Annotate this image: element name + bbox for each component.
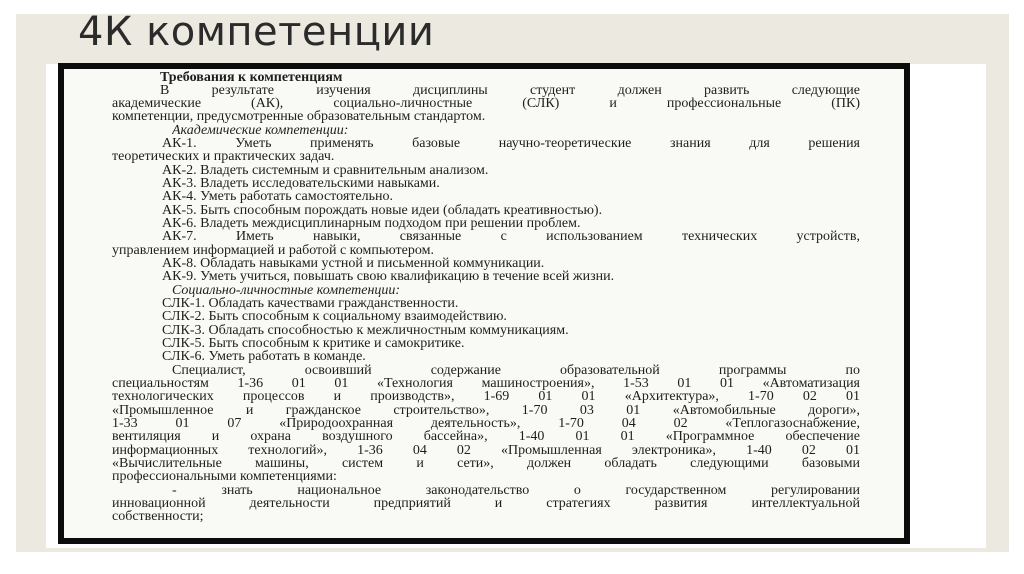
doc-line: теоретических и практических задач. <box>112 150 335 164</box>
doc-line: АК-3. Владеть исследовательскими навыками. <box>162 177 440 191</box>
doc-line: АК-5. Быть способным порождать новые идеи (обладать креативностью). <box>162 204 603 218</box>
doc-line: СЛК-6. Уметь работать в команде. <box>162 350 366 364</box>
doc-line: инновационной деятельности предприятий и стратегиях развития интеллектуальной <box>112 497 860 511</box>
doc-line: СЛК-1. Обладать качествами гражданственности. <box>162 297 459 311</box>
doc-line: Специалист, освоивший содержание образовательной программы по <box>172 364 860 378</box>
doc-line: АК-7. Иметь навыки, связанные с использованием технических устройств, <box>162 230 860 244</box>
doc-subheading: Академические компетенции: <box>172 124 349 138</box>
doc-line: АК-4. Уметь работать самостоятельно. <box>162 190 393 204</box>
doc-line: управлением информацией и работой с компьютером. <box>112 244 434 258</box>
doc-line: - знать национальное законодательство о государственном регулировании <box>172 484 860 498</box>
doc-line: В результате изучения дисциплины студент должен развить следующие <box>160 84 860 98</box>
doc-line: АК-9. Уметь учиться, повышать свою квалификацию в течение всей жизни. <box>162 270 615 284</box>
doc-line: специальностям 1-36 01 01 «Технология машиностроения», 1-53 01 01 «Автоматизация <box>112 377 860 391</box>
document-paper <box>64 69 904 538</box>
doc-line: 1-33 01 07 «Природоохранная деятельность», 1-70 04 02 «Теплогазоснабжение, <box>112 417 860 431</box>
slide-bottom-band <box>16 548 1009 552</box>
document-scan <box>58 63 910 544</box>
doc-line: информационных технологий», 1-36 04 02 «Промышленная электроника», 1-40 02 01 <box>112 444 860 458</box>
doc-line: технологических процессов и производств», 1-69 01 01 «Архитектура», 1-70 02 01 <box>112 390 860 404</box>
slide-left-band <box>16 14 46 552</box>
doc-line: АК-1. Уметь применять базовые научно-теоретические знания для решения <box>162 137 860 151</box>
doc-line: вентиляция и охрана воздушного бассейна», 1-40 01 01 «Программное обеспечение <box>112 430 860 444</box>
doc-line: «Вычислительные машины, систем и сети», должен обладать следующими базовыми <box>112 457 860 471</box>
doc-line: СЛК-2. Быть способным к социальному взаимодействию. <box>162 310 507 324</box>
doc-line: АК-6. Владеть междисциплинарным подходом при решении проблем. <box>162 217 581 231</box>
doc-line: собственности; <box>112 510 204 524</box>
doc-line: АК-8. Обладать навыками устной и письменной коммуникации. <box>162 257 545 271</box>
doc-line: «Промышленное и гражданское строительство», 1-70 03 01 «Автомобильные дороги», <box>112 404 860 418</box>
doc-line: профессиональными компетенциями: <box>112 470 337 484</box>
doc-line: АК-2. Владеть системным и сравнительным анализом. <box>162 164 489 178</box>
doc-line: СЛК-3. Обладать способностью к межличностным коммуникациям. <box>162 324 569 338</box>
slide-right-band <box>986 14 1009 552</box>
doc-line: компетенции, предусмотренные образовательным стандартом. <box>112 110 486 124</box>
slide-title: 4К компетенции <box>78 9 435 55</box>
doc-heading: Требования к компетенциям <box>160 71 343 85</box>
doc-line: академические (АК), социально-личностные (СЛК) и профессиональные (ПК) <box>112 97 860 111</box>
doc-subheading: Социально-личностные компетенции: <box>172 284 401 298</box>
doc-line: СЛК-5. Быть способным к критике и самокритике. <box>162 337 465 351</box>
